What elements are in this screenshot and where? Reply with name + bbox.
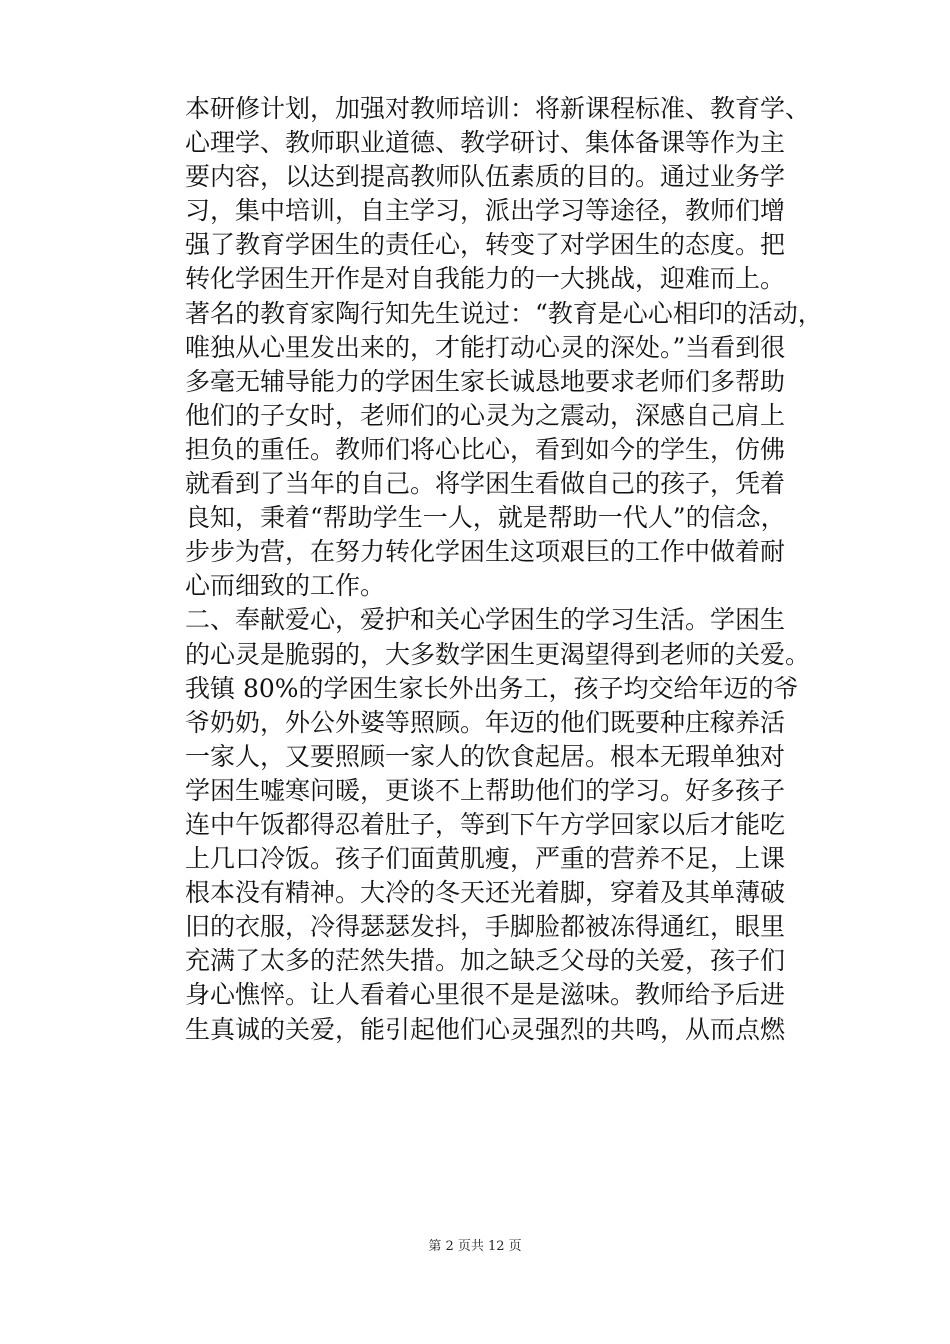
text-line: 就看到了当年的自己。将学困生看做自己的孩子，凭着 <box>185 469 786 499</box>
text-line: 心而细致的工作。 <box>185 571 386 601</box>
text-line: 心理学、教师职业道德、教学研讨、集体备课等作为主 <box>185 128 786 158</box>
text-line: 学困生嘘寒问暖，更谈不上帮助他们的学习。好多孩子 <box>185 775 786 805</box>
text-line: 二、奉献爱心，爱护和关心学困生的学习生活。学困生 <box>185 605 786 635</box>
text-line: 身心憔悴。让人看着心里很不是是滋味。教师给予后进 <box>185 980 786 1010</box>
text-line: 著名的教育家陶行知先生说过：“教育是心心相印的活动， <box>185 298 823 328</box>
text-line: 上几口冷饭。孩子们面黄肌瘦，严重的营养不足，上课 <box>185 844 786 874</box>
text-line: 习，集中培训，自主学习，派出学习等途径，教师们增 <box>185 196 786 226</box>
text-line: 的心灵是脆弱的，大多数学困生更渴望得到老师的关爱。 <box>185 639 811 669</box>
body-text <box>185 92 845 1047</box>
text-line: 生真诚的关爱，能引起他们心灵强烈的共鸣，从而点燃 <box>185 1014 786 1044</box>
text-line: 唯独从心里发出来的，才能打动心灵的深处。”当看到很 <box>185 332 786 362</box>
text-line: 充满了太多的茫然失措。加之缺乏父母的关爱，孩子们 <box>185 946 786 976</box>
text-line: 爷奶奶，外公外婆等照顾。年迈的他们既要种庄稼养活 <box>185 707 786 737</box>
text-line: 多毫无辅导能力的学困生家长诚恳地要求老师们多帮助 <box>185 366 786 396</box>
text-line: 连中午饭都得忍着肚子，等到下午方学回家以后才能吃 <box>185 809 786 839</box>
text-line: 本研修计划，加强对教师培训：将新课程标准、教育学、 <box>185 94 811 123</box>
text-line: 我镇 80%的学困生家长外出务工，孩子均交给年迈的爷 <box>185 673 799 703</box>
text-line: 要内容，以达到提高教师队伍素质的目的。通过业务学 <box>185 162 786 192</box>
text-line: 旧的衣服，冷得瑟瑟发抖，手脚脸都被冻得通红，眼里 <box>185 912 786 942</box>
text-line: 转化学困生开作是对自我能力的一大挑战，迎难而上。 <box>185 264 786 294</box>
text-line: 担负的重任。教师们将心比心，看到如今的学生，仿佛 <box>185 434 786 464</box>
text-line: 强了教育学困生的责任心，转变了对学困生的态度。把 <box>185 230 786 260</box>
text-line: 一家人，又要照顾一家人的饮食起居。根本无瑕单独对 <box>185 741 786 771</box>
text-line: 步步为营，在努力转化学困生这项艰巨的工作中做着耐 <box>185 537 786 567</box>
page-number-footer: 第 2 页共 12 页 <box>428 1239 522 1254</box>
text-line: 根本没有精神。大冷的冬天还光着脚，穿着及其单薄破 <box>185 878 786 908</box>
text-line: 他们的子女时，老师们的心灵为之震动，深感自己肩上 <box>185 400 786 430</box>
text-line: 良知，秉着“帮助学生一人，就是帮助一代人”的信念， <box>185 503 786 533</box>
